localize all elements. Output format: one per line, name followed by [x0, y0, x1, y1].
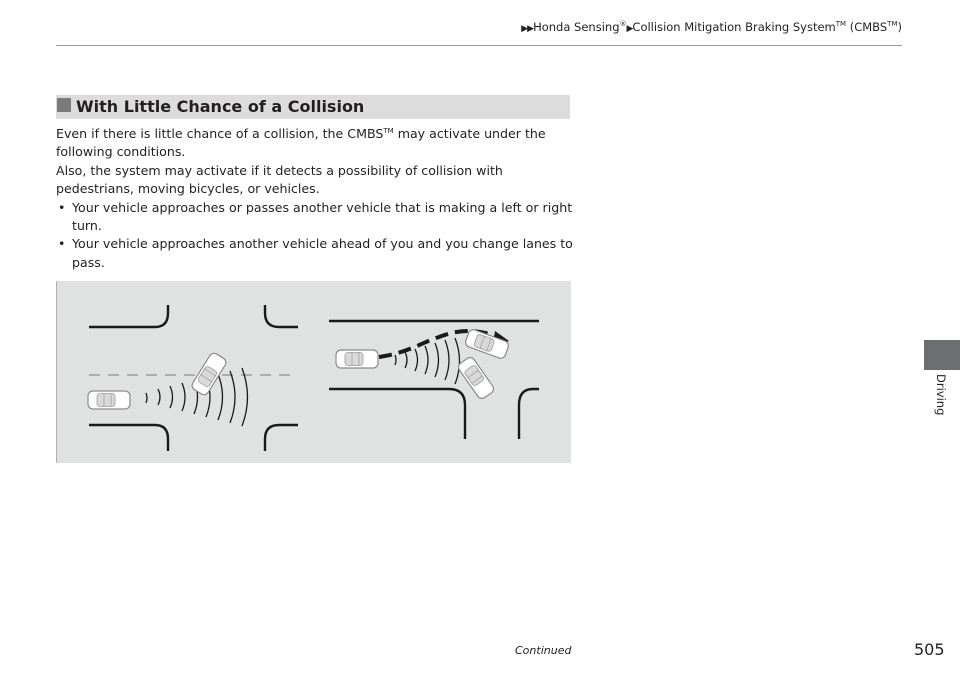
own-vehicle-icon [336, 350, 378, 368]
trademark-mark: TM [383, 126, 394, 135]
list-item-text: Your vehicle approaches or passes another vehicle that is making a left or right turn. [72, 199, 573, 234]
section-square-icon [57, 98, 71, 112]
list-item [56, 235, 576, 272]
paragraph-conditions-text-end: may activate under the following conditions. [56, 126, 546, 160]
side-tab-label: Driving [934, 374, 948, 416]
breadcrumb-cmbs: Collision Mitigation Braking System [632, 20, 836, 34]
breadcrumb-honda-sensing: Honda Sensing [533, 20, 620, 34]
breadcrumb-arrow-icon: ▶ [626, 24, 633, 34]
illustration-scenarios [56, 281, 571, 463]
illustration-svg [57, 281, 571, 463]
own-vehicle-icon [88, 391, 130, 409]
bullet-icon: • [58, 236, 66, 252]
paragraph-detection: Also, the system may activate if it detects a possibility of collision with pedestrians, moving bicycles, or vehicles. [56, 162, 503, 197]
paragraph-conditions [56, 125, 576, 162]
condition-list [56, 199, 576, 273]
scene-turning-vehicle [89, 305, 298, 451]
registered-mark: ® [619, 20, 627, 29]
side-tab-marker [924, 340, 960, 370]
breadcrumb-arrow-icon: ▶▶ [521, 24, 534, 34]
breadcrumb-cmbs-abbr: (CMBS [846, 20, 888, 34]
breadcrumb-close-paren: ) [897, 20, 902, 34]
trademark-mark: TM [835, 20, 847, 29]
section-heading [56, 95, 570, 119]
bullet-icon: • [58, 199, 66, 215]
list-item [56, 199, 576, 236]
body-text [56, 125, 576, 272]
page-number: 505 [914, 640, 945, 659]
breadcrumb [0, 20, 902, 34]
scene-lane-change [329, 321, 539, 439]
header-divider [56, 45, 902, 46]
trademark-mark: TM [887, 20, 898, 29]
section-title: With Little Chance of a Collision [76, 97, 365, 116]
list-item-text: Your vehicle approaches another vehicle ahead of you and you change lanes to pass. [72, 236, 573, 270]
paragraph-conditions-text: Even if there is little chance of a collision, the CMBS [56, 126, 384, 141]
continued-label: Continued [515, 644, 572, 657]
